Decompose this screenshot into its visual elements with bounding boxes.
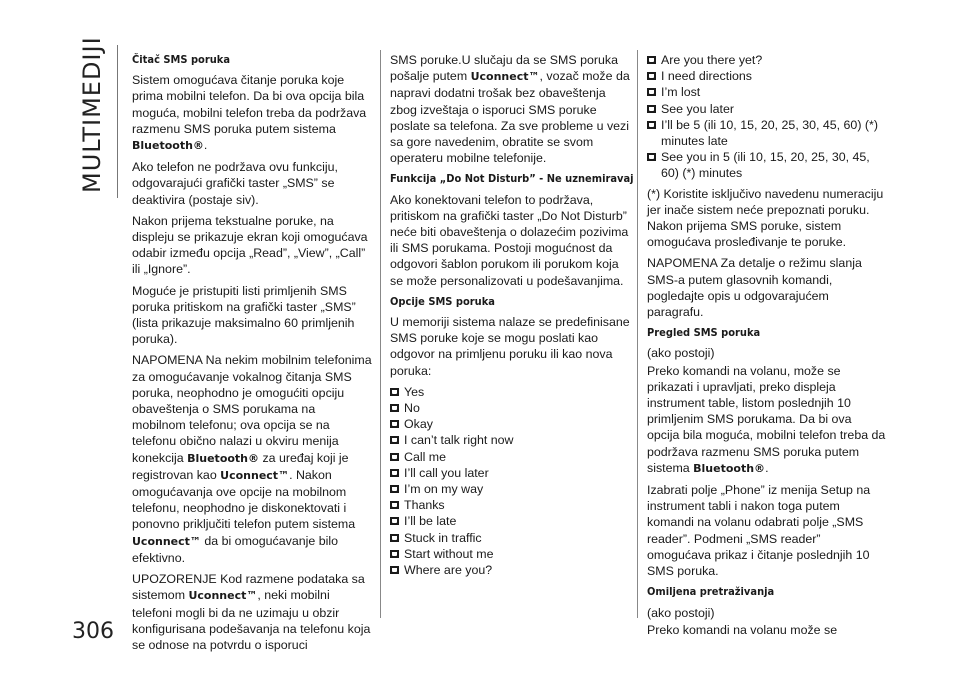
list-item: Stuck in traffic <box>390 530 635 546</box>
list-item: Thanks <box>390 497 635 513</box>
checkbox-icon <box>647 121 656 129</box>
checkbox-icon <box>390 517 399 525</box>
side-tab-divider <box>117 45 118 198</box>
checkbox-icon <box>390 485 399 493</box>
sms-preset-list-continued <box>647 52 887 182</box>
list-item: I’ll be late <box>390 513 635 529</box>
note-paragraph: NAPOMENA Za detalje o režimu slanja SMS-a putem glasovnih komandi, pogledajte opis u odgovarajućem paragrafu. <box>647 256 862 320</box>
checkbox-icon <box>390 469 399 477</box>
list-item: Are you there yet? <box>647 52 887 68</box>
paragraph: (*) Koristite isključivo navedenu numeraciju jer inače sistem neće prepoznati poruku. Nakon prijema SMS poruke, sistem omogućava prosleđivanje te poruke. <box>647 186 884 250</box>
section-title: MULTIMEDIJI <box>78 36 106 193</box>
checkbox-icon <box>390 388 399 396</box>
column-divider-2 <box>637 50 638 618</box>
list-item: Call me <box>390 449 635 465</box>
checkbox-icon <box>647 88 656 96</box>
list-item: See you in 5 (ili 10, 15, 20, 25, 30, 45, 60) (*) minutes <box>647 149 887 181</box>
column-2 <box>390 52 635 582</box>
paragraph: SMS poruke.U slučaju da se SMS poruka pošalje putem Uconnect™, vozač može da napravi dodatni trošak bez obaveštenja zbog izveštaja o isporuci SMS poruke poslate sa telefona. Za sve probleme u vezi sa gore navedenim, obratite se svom operateru mobilne telefonije. <box>390 53 630 166</box>
checkbox-icon <box>647 153 656 161</box>
checkbox-icon <box>390 501 399 509</box>
checkbox-icon <box>390 453 399 461</box>
list-item: Yes <box>390 384 635 400</box>
checkbox-icon <box>390 420 399 428</box>
list-item: I’m lost <box>647 84 887 100</box>
checkbox-icon <box>647 56 656 64</box>
section-side-tab <box>72 36 112 193</box>
list-item: Okay <box>390 416 635 432</box>
list-item: Where are you? <box>390 562 635 578</box>
heading-sms-options: Opcije SMS poruka <box>390 294 495 308</box>
list-item: I need directions <box>647 68 887 84</box>
list-item: Start without me <box>390 546 635 562</box>
sms-preset-list <box>390 384 635 578</box>
column-1 <box>132 52 372 658</box>
checkbox-icon <box>390 550 399 558</box>
paragraph: Izabrati polje „Phone” iz menija Setup na instrument tabli i nakon toga putem komandi na volanu odabrati polje „SMS reader”. Podmeni „SMS reader” omogućava prikaz i čitanje poslednjih 10 SMS poruka. <box>647 483 871 579</box>
heading-do-not-disturb: Funkcija „Do Not Disturb” - Ne uznemiravaj <box>390 172 634 186</box>
column-divider-1 <box>380 50 381 618</box>
checkbox-icon <box>390 534 399 542</box>
paragraph: (ako postoji) <box>647 605 715 620</box>
column-3 <box>647 52 887 643</box>
paragraph: U memoriji sistema nalaze se predefinisane SMS poruke koje se mogu poslati kao odgovor na primljenu poruku ili kao nova poruka: <box>390 315 630 378</box>
heading-sms-review: Pregled SMS poruka <box>647 326 761 340</box>
list-item: I can’t talk right now <box>390 432 635 448</box>
paragraph: Moguće je pristupiti listi primljenih SMS poruka pritiskom na grafički taster „SMS” (lista prikazuje maksimalno 60 primljenih poruka). <box>132 283 356 347</box>
list-item: I’ll call you later <box>390 465 635 481</box>
checkbox-icon <box>647 72 656 80</box>
checkbox-icon <box>390 436 399 444</box>
list-item: I’ll be 5 (ili 10, 15, 20, 25, 30, 45, 60) (*) minutes late <box>647 117 887 149</box>
heading-favorite-searches: Omiljena pretraživanja <box>647 585 775 599</box>
checkbox-icon <box>390 566 399 574</box>
checkbox-icon <box>390 404 399 412</box>
heading-sms-reader: Čitač SMS poruka <box>132 53 231 66</box>
paragraph: Ako telefon ne podržava ovu funkciju, odgovarajući grafički taster „SMS” se deaktivira (postaje siv). <box>132 160 338 207</box>
checkbox-icon <box>647 105 656 113</box>
paragraph: (ako postoji) <box>647 346 715 361</box>
paragraph: Nakon prijema tekstualne poruke, na displeju se prikazuje ekran koji omogućava odabir između opcija „Read”, „View”, „Call” ili „Ignore”. <box>132 213 368 277</box>
list-item: I’m on my way <box>390 481 635 497</box>
warning-paragraph: UPOZORENJE Kod razmene podataka sa sistemom Uconnect™, neki mobilni telefoni mogli bi da ne uzimaju u obzir konfigurisana podešavanja na telefonu koja se odnose na potvrdu o isporuci <box>132 572 371 652</box>
page-number: 306 <box>72 619 114 644</box>
paragraph: Sistem omogućava čitanje poruka koje prima mobilni telefon. Da bi ova opcija bila moguća, mobilni telefon treba da podržava razmenu SMS poruka putem sistema Bluetooth®. <box>132 73 367 153</box>
list-item: See you later <box>647 101 887 117</box>
paragraph: Preko komandi na volanu može se <box>647 622 838 637</box>
note-paragraph: NAPOMENA Na nekim mobilnim telefonima za omogućavanje vokalnog čitanja SMS poruka, neophodno je omogućiti opciju obaveštenja o SMS porukama na mobilnom telefonu; ova opcija se na telefonu obično nalazi u okviru menija konekcija Bluetooth® za uređaj koji je registrovan kao Uconnect™. Nakon omogućavanja ove opcije na mobilnom telefonu, neophodno je diskonektovati i ponovno priključiti telefon putem sistema Uconnect™ da bi omogućavanje bilo efektivno. <box>132 353 372 565</box>
list-item: No <box>390 400 635 416</box>
paragraph: Preko komandi na volanu, može se prikazati i upravljati, preko displeja instrument table, listom poslednjih 10 primljenim SMS porukama. Da bi ova opcija bila moguća, mobilni telefon treba da podržava razmenu SMS poruka putem sistema Bluetooth®. <box>647 363 886 475</box>
paragraph: Ako konektovani telefon to podržava, pritiskom na grafički taster „Do Not Disturb” neće biti obaveštenja o dolazećim pozivima ili SMS porukama. Postoji mogućnost da odgovori šablon porukom ili porukom koja se može personalizovati u podešavanjima. <box>390 192 629 288</box>
